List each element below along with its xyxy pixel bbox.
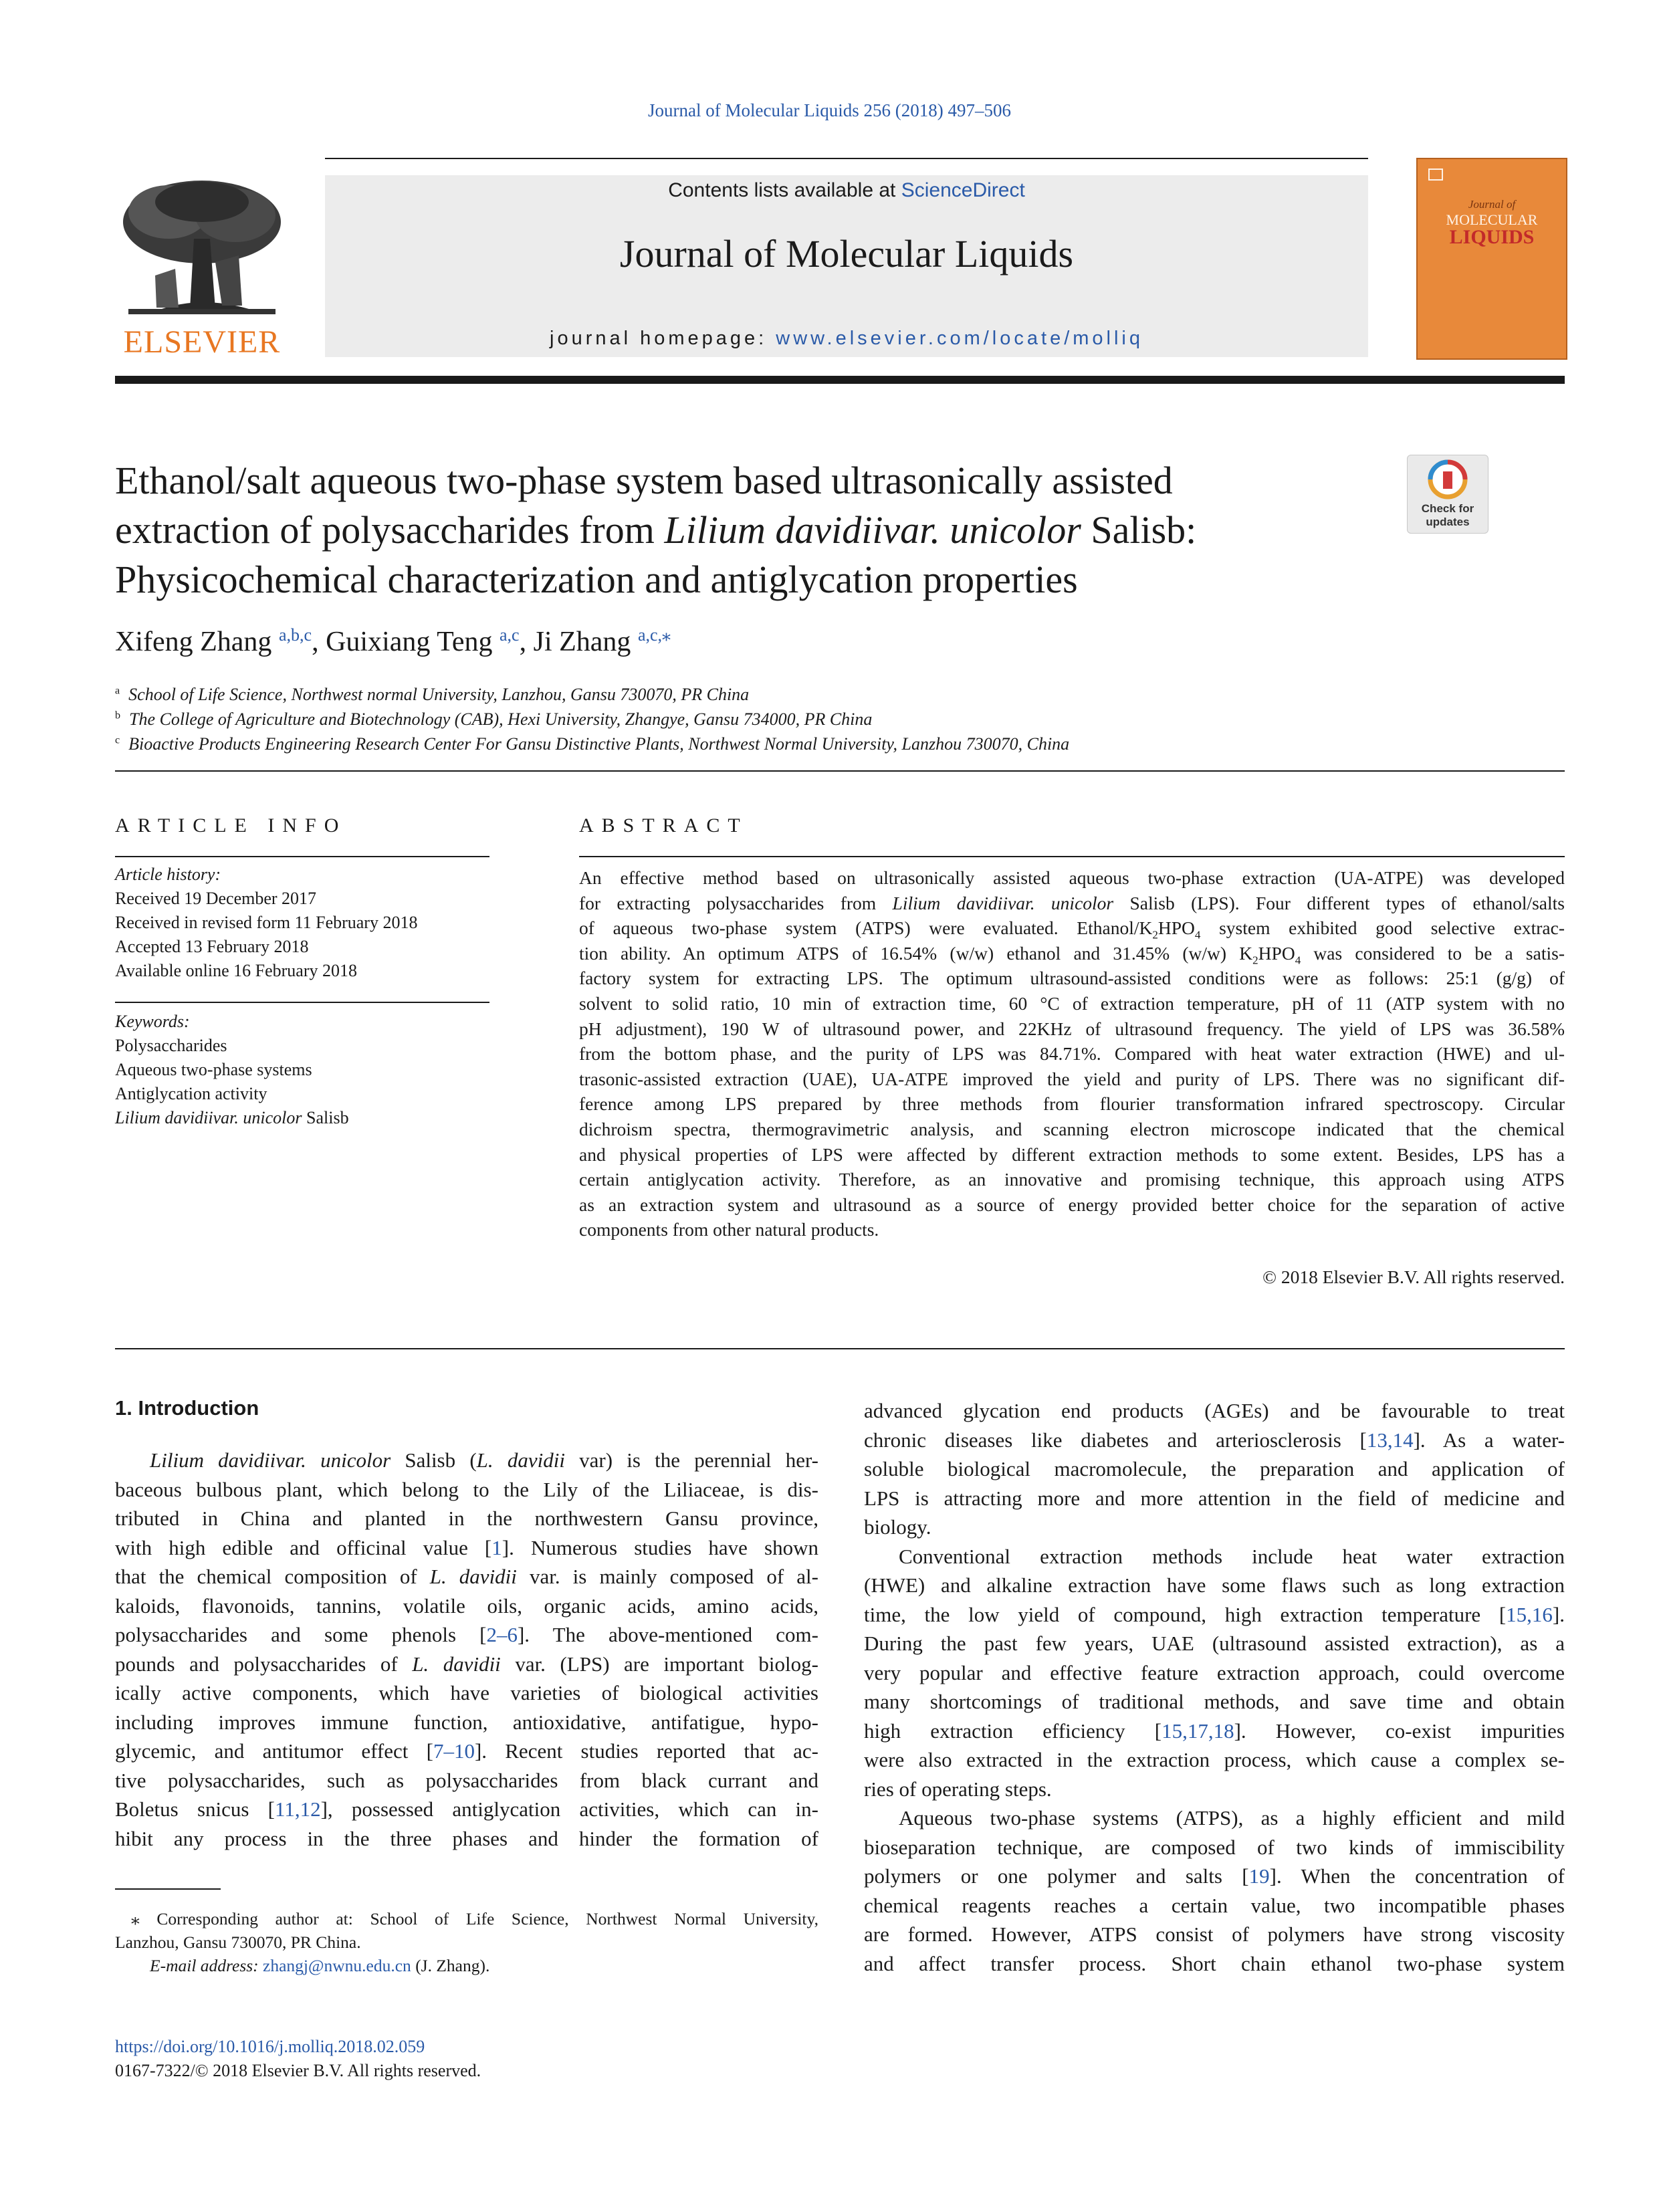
author: Xifeng Zhang $^{a,b,c}$, [115, 625, 326, 657]
citation-link[interactable]: 15,17,18 [1162, 1719, 1234, 1743]
article-history [115, 863, 489, 983]
body-top-rule [115, 1348, 1565, 1349]
body-line: that the chemical composition of L. davidii var. is mainly composed of al- [115, 1565, 818, 1588]
body-line: During the past few years, UAE (ultrasound assisted extraction), as a [864, 1632, 1565, 1655]
badge-text-1: Check for [1421, 502, 1474, 515]
issn-copyright: 0167-7322/© 2018 Elsevier B.V. All rights reserved. [115, 2061, 481, 2080]
body-line: glycemic, and antitumor effect [7–10]. Recent studies reported that ac- [115, 1739, 819, 1763]
affiliation: $^c$ Bioactive Products Engineering Research Center For Gansu Distinctive Plants, Northwest Normal University, Lanzhou 730070, China [115, 734, 1070, 754]
footnote-rule [115, 1888, 221, 1890]
history-item: Received 19 December 2017 [115, 889, 317, 908]
authors-line [115, 626, 671, 658]
article-info-heading: ARTICLE INFO [115, 814, 347, 837]
badge-text-2: updates [1426, 516, 1470, 528]
section-heading-introduction: 1. Introduction [115, 1396, 259, 1420]
history-label: Article history: [115, 865, 221, 884]
elsevier-wordmark: ELSEVIER [123, 324, 281, 360]
citation-link[interactable]: 7–10 [433, 1739, 475, 1763]
affiliations-rule [115, 770, 1565, 772]
body-line: LPS is attracting more and more attention in the field of medicine and [864, 1486, 1565, 1510]
contents-line: Contents lists available at ScienceDirect [668, 179, 1025, 201]
body-line: including improves immune function, antioxidative, antifatigue, hypo- [115, 1710, 818, 1734]
email-link[interactable]: zhangj@nwnu.edu.cn [263, 1956, 411, 1975]
abstract-line: dichroism spectra, thermogravimetric analysis, and scanning electron microscope indicated that the chemical [579, 1118, 1565, 1139]
journal-cover [1416, 158, 1567, 360]
body-line: Lilium davidiivar. unicolor Salisb (L. davidii var) is the perennial her- [150, 1448, 818, 1472]
abstract-line: components from other natural products. [579, 1219, 879, 1240]
article-info-rule [115, 856, 489, 857]
cover-title-1: Journal of [1468, 198, 1516, 211]
affiliation: $^b$ The College of Agriculture and Biotechnology (CAB), Hexi University, Zhangye, Gansu 734000, PR China [115, 709, 873, 729]
body-line: kaloids, flavonoids, tannins, volatile oils, organic acids, amino acids, [115, 1593, 818, 1618]
body-line: soluble biological macromolecule, the preparation and application of [864, 1457, 1565, 1480]
corresponding-author-footnote [115, 1907, 818, 1977]
body-line: ically active components, which have varieties of biological activities [115, 1681, 818, 1704]
title-line-2: extraction of polysaccharides from Lilium davidiivar. unicolor Salisb: [115, 508, 1197, 552]
intro-left-column [115, 1446, 818, 1853]
abstract-line: solvent to solid ratio, 10 min of extraction time, 60 °C of extraction temperature, pH of 11 (ATP system with no [579, 992, 1565, 1014]
footnote-line-1: ⁎ Corresponding author at: School of Life Science, Northwest Normal University, [131, 1909, 818, 1928]
affiliation: $^a$ School of Life Science, Northwest normal University, Lanzhou, Gansu 730070, PR China [115, 685, 750, 704]
body-line: chemical reagents reaches a certain value, two incompatible phases [864, 1893, 1565, 1917]
homepage-link[interactable]: www.elsevier.com/locate/molliq [776, 328, 1143, 349]
journal-title: Journal of Molecular Liquids [619, 232, 1074, 275]
citation-link[interactable]: 15,16 [1506, 1602, 1553, 1626]
body-line: were also extracted in the extraction process, which cause a complex se- [864, 1748, 1565, 1771]
history-rule [115, 1002, 489, 1003]
cover-corner-mark [1428, 169, 1443, 181]
body-line: Conventional extraction methods include heat water extraction [899, 1544, 1565, 1568]
body-line: time, the low yield of compound, high extraction temperature [15,16]. [864, 1602, 1565, 1626]
body-line: Aqueous two-phase systems (ATPS), as a highly efficient and mild [899, 1806, 1565, 1830]
journal-header-box [325, 175, 1368, 357]
history-item: Received in revised form 11 February 2018 [115, 913, 418, 932]
abstract-line: factory system for extracting LPS. The optimum ultrasound-assisted conditions were as follows: 25:1 (g/g) of [579, 968, 1565, 989]
body-line: hibit any process in the three phases and hinder the formation of [115, 1826, 818, 1850]
footnote-line-2: Lanzhou, Gansu 730070, PR China. [115, 1932, 361, 1952]
author-affiliation-mark[interactable]: a,c,⁎ [637, 625, 671, 645]
title-line-1: Ethanol/salt aqueous two-phase system based ultrasonically assisted [115, 459, 1173, 502]
body-line: very popular and effective feature extraction approach, could overcome [864, 1660, 1565, 1684]
keyword: Polysaccharides [115, 1036, 227, 1055]
abstract-line: as an extraction system and ultrasound as a source of energy provided better choice for the separation of active [579, 1194, 1565, 1215]
abstract-body [579, 865, 1565, 1242]
abstract-heading: ABSTRACT [579, 814, 748, 837]
abstract-line: certain antiglycation activity. Therefore, as an innovative and promising technique, this approach using ATPS [579, 1169, 1565, 1190]
crossmark-icon [1408, 458, 1488, 505]
sciencedirect-link[interactable]: ScienceDirect [901, 179, 1025, 201]
body-line: are formed. However, ATPS consist of polymers have strong viscosity [864, 1922, 1565, 1946]
intro-right-column [864, 1396, 1565, 1978]
body-line: ries of operating steps. [864, 1777, 1052, 1801]
body-line: biology. [864, 1515, 931, 1539]
homepage-line: journal homepage: www.elsevier.com/locate/molliq [550, 328, 1143, 349]
abstract-line: ference among LPS prepared by three methods from flourier transformation infrared spectroscopy. Circular [579, 1093, 1565, 1115]
body-line: tive polysaccharides, such as polysaccharides from black currant and [115, 1768, 818, 1792]
title-line-3: Physicochemical characterization and antiglycation properties [115, 558, 1078, 601]
elsevier-tree-icon [115, 175, 289, 322]
body-line: tributed in China and planted in the northwestern Gansu province, [115, 1507, 818, 1530]
abstract-line: from the bottom phase, and the purity of LPS was 84.71%. Compared with heat water extraction (HWE) and ul- [579, 1043, 1565, 1065]
body-line: with high edible and officinal value [1]. Numerous studies have shown [115, 1535, 818, 1559]
body-line: advanced glycation end products (AGEs) and be favourable to treat [864, 1399, 1565, 1422]
elsevier-logo [115, 175, 289, 359]
body-line: bioseparation technique, are composed of two kinds of immiscibility [864, 1835, 1565, 1859]
author-affiliation-mark[interactable]: a,b,c [278, 625, 312, 645]
footnote-email-line: E-mail address: zhangj@nwnu.edu.cn (J. Zhang). [150, 1956, 490, 1975]
abstract-line: for extracting polysaccharides from Lilium davidiivar. unicolor Salisb (LPS). Four different types of ethanol/salts [579, 892, 1565, 913]
header-thick-rule [115, 376, 1565, 384]
author-affiliation-mark[interactable]: a,c [500, 625, 520, 645]
abstract-line: An effective method based on ultrasonically assisted aqueous two-phase extraction (UA-ATPE) was developed [579, 867, 1565, 888]
citation-link[interactable]: 19 [1248, 1864, 1270, 1888]
body-line: high extraction efficiency [15,17,18]. However, co-exist impurities [864, 1719, 1565, 1743]
keywords [115, 1010, 489, 1130]
keywords-label: Keywords: [115, 1012, 190, 1031]
history-item: Available online 16 February 2018 [115, 961, 357, 980]
citation-link[interactable]: 2–6 [486, 1623, 518, 1646]
body-line: many shortcomings of traditional methods, and save time and obtain [864, 1690, 1565, 1713]
body-line: baceous bulbous plant, which belong to the Lily of the Liliaceae, is dis- [115, 1477, 818, 1501]
author: Ji Zhang $^{a,c,⁎}$ [533, 625, 671, 657]
history-item: Accepted 13 February 2018 [115, 937, 309, 956]
cover-title-3: LIQUIDS [1449, 226, 1535, 248]
body-line: polysaccharides and some phenols [2–6]. The above-mentioned com- [115, 1623, 818, 1646]
body-line: polymers or one polymer and salts [19]. When the concentration of [864, 1864, 1565, 1888]
header-top-rule [325, 158, 1368, 159]
abstract-copyright: © 2018 Elsevier B.V. All rights reserved. [1262, 1266, 1565, 1287]
doi-link[interactable]: https://doi.org/10.1016/j.molliq.2018.02.059 [115, 2037, 425, 2056]
article-title [115, 456, 1372, 604]
keyword: Lilium davidiivar. unicolor Salisb [115, 1108, 349, 1127]
journal-reference[interactable]: Journal of Molecular Liquids 256 (2018) 497–506 [648, 100, 1011, 120]
author: Guixiang Teng $^{a,c}$, [326, 625, 534, 657]
body-line: Boletus snicus [11,12], possessed antiglycation activities, which can in- [115, 1797, 818, 1821]
body-line: pounds and polysaccharides of L. davidii var. (LPS) are important biolog- [115, 1652, 818, 1676]
abstract-line: of aqueous two-phase system (ATPS) were evaluated. Ethanol/$K_2HPO_4$ system exhibited good selective extrac- [579, 917, 1565, 942]
citation-link[interactable]: 11,12 [275, 1797, 321, 1821]
affiliations [115, 682, 1565, 756]
abstract-line: trasonic-assisted extraction (UAE), UA-ATPE improved the yield and purity of LPS. There was no significant dif- [579, 1068, 1565, 1089]
citation-link[interactable]: 1 [491, 1535, 502, 1559]
keyword: Antiglycation activity [115, 1084, 267, 1103]
body-line: and affect transfer process. Short chain ethanol two-phase system [864, 1951, 1565, 1975]
abstract-line: and physical properties of LPS were affected by different extraction methods to some extent. Besides, LPS has a [579, 1143, 1565, 1165]
body-line: (HWE) and alkaline extraction have some flaws such as long extraction [864, 1573, 1565, 1597]
abstract-rule [579, 856, 1565, 857]
check-for-updates-badge[interactable] [1407, 455, 1488, 534]
body-line: chronic diseases like diabetes and arteriosclerosis [13,14]. As a water- [864, 1428, 1565, 1452]
abstract-line: pH adjustment), 190 W of ultrasound power, and 22KHz of ultrasound frequency. The yield of LPS was 36.58% [579, 1018, 1565, 1039]
keyword: Aqueous two-phase systems [115, 1060, 312, 1079]
cover-title-2: MOLECULAR [1446, 211, 1538, 228]
abstract-line: tion ability. An optimum ATPS of 16.54% (w/w) ethanol and 31.45% (w/w) $K_2HPO_4$ was considered to be a satis- [579, 942, 1565, 967]
citation-link[interactable]: 13,14 [1366, 1428, 1414, 1452]
